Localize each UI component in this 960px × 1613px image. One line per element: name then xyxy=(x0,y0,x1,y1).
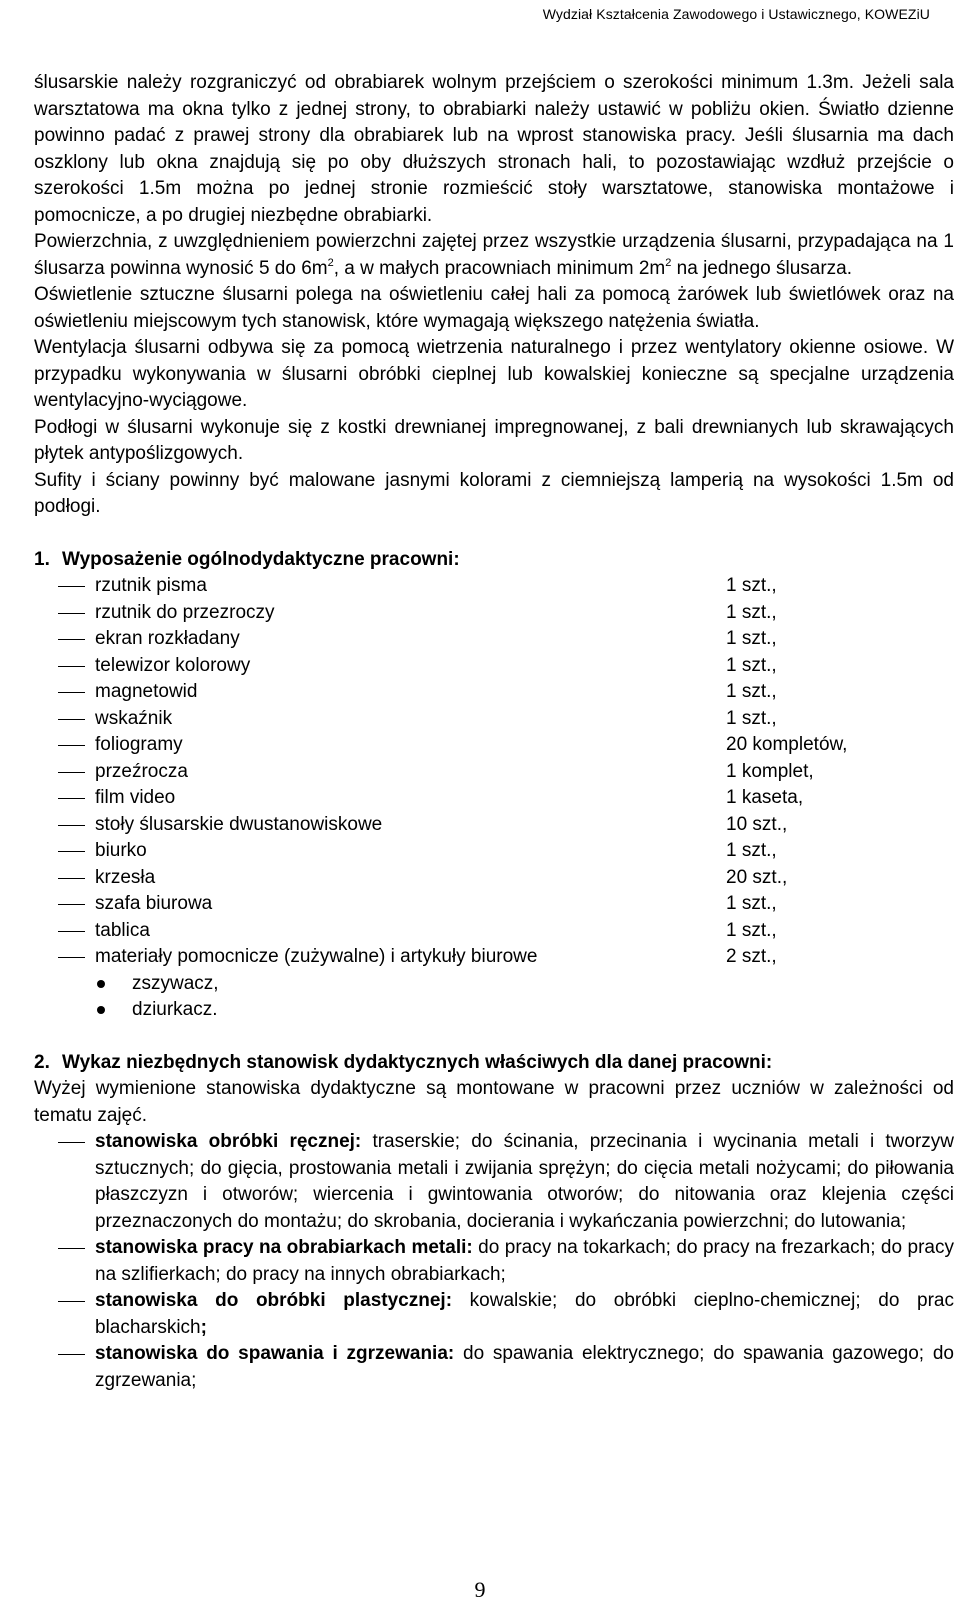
equipment-name: wskaźnik xyxy=(95,707,173,729)
page-header: Wydział Kształcenia Zawodowego i Ustawicznego, KOWEZiU xyxy=(542,6,930,22)
paragraph-ventilation: Wentylacja ślusarni odbywa się za pomocą wietrzenia naturalnego i przez wentylatory okienne osiowe. W przypadku wykonywania w ślusarni obróbki cieplnej lub kowalskiej konieczne są specjalne urządzenia wentylacyjno-wyciągowe. xyxy=(34,337,954,411)
sublist-item xyxy=(34,997,954,1024)
station-tail: ; xyxy=(200,1316,207,1338)
dash-bullet-icon xyxy=(58,639,85,640)
station-label: stanowiska do obróbki plastycznej: xyxy=(95,1290,453,1311)
station-item xyxy=(34,1129,954,1235)
equipment-item xyxy=(34,865,954,892)
dash-bullet-icon xyxy=(58,931,85,932)
dash-bullet-icon xyxy=(58,825,85,826)
equipment-name: rzutnik pisma xyxy=(95,575,207,596)
equipment-item xyxy=(34,600,954,627)
equipment-item xyxy=(34,944,954,971)
equipment-quantity: 20 szt., xyxy=(726,866,788,888)
station-item xyxy=(34,1288,954,1341)
office-supplies-sublist xyxy=(34,971,954,1024)
paragraph-machine-layout: ślusarskie należy rozgraniczyć od obrabiarek wolnym przejściem o szerokości minimum 1.3m. Jeżeli sala warsztatowa ma okna tylko z jednej strony, to obrabiarki należy ustawić w pobliżu okien. Światło dzienne powinno padać z prawej strony dla obrabiarek lub na wprost stanowiska pracy. Jeśli ślusarnia ma dach oszklony lub okna znajdują się po oby dłuższych stronach hali, to pozostawiając wzdłuż przejście o szerokości 1.5m można po jednej stronie rozmieścić stoły warsztatowe, stanowiska montażowe i pomocnicze, a po drugiej niezbędne obrabiarki. xyxy=(34,72,954,226)
dash-bullet-icon xyxy=(58,745,85,746)
floor-area-text-a: Powierzchnia, z uwzględnieniem powierzchni zajętej przez wszystkie urządzenia ślusarni, przypadająca na 1 ślusarza powinna wynosić 5 do 6m xyxy=(34,231,954,279)
station-description: do pracy na tokarkach; do pracy na frezarkach; do pracy na szlifierkach; do pracy na innych obrabiarkach; xyxy=(95,1237,954,1285)
section-2-heading xyxy=(34,1050,954,1077)
superscript-squared: 2 xyxy=(327,256,334,269)
equipment-name: przeźrocza xyxy=(95,760,188,782)
equipment-quantity: 1 komplet, xyxy=(726,760,814,782)
equipment-item xyxy=(34,732,954,759)
equipment-quantity: 1 szt., xyxy=(726,628,777,649)
paragraph-floors: Podłogi w ślusarni wykonuje się z kostki drewnianej impregnowanej, z bali drewnianych lub skrawających płytek antypoślizgowych. xyxy=(34,416,954,464)
equipment-quantity: 1 szt., xyxy=(726,840,777,861)
section-2-number: 2. xyxy=(34,1051,50,1073)
dash-bullet-icon xyxy=(58,772,85,773)
equipment-quantity: 2 szt., xyxy=(726,946,777,967)
equipment-item xyxy=(34,891,954,918)
equipment-quantity: 1 szt., xyxy=(726,681,777,702)
equipment-name: magnetowid xyxy=(95,681,198,702)
equipment-item xyxy=(34,838,954,865)
equipment-list xyxy=(34,573,954,971)
dash-bullet-icon xyxy=(58,1301,85,1302)
equipment-name: szafa biurowa xyxy=(95,893,213,914)
dash-bullet-icon xyxy=(58,904,85,905)
station-description: traserskie; do ścinania, przecinania i wycinania metali i tworzyw sztucznych; do gięcia, prostowania metali i zwijania sprężyn; do cięcia metali nożycami; do piłowania płaszczyzn i otworów; wiercenia i gwintowania otworów; do nitowania oraz klejenia części przeznaczonych do montażu; do skrobania, docierania i wykańczania powierzchni; do lutowania; xyxy=(95,1131,954,1232)
dash-bullet-icon xyxy=(58,719,85,720)
dash-bullet-icon xyxy=(58,878,85,879)
paragraph-lighting: Oświetlenie sztuczne ślusarni polega na oświetleniu całej hali za pomocą żarówek lub świetlówek oraz na oświetleniu miejscowym tych stanowisk, które wymagają większego natężenia światła. xyxy=(34,284,954,332)
dash-bullet-icon xyxy=(58,957,85,958)
dash-bullet-icon xyxy=(58,798,85,799)
equipment-quantity: 1 szt., xyxy=(726,893,777,914)
equipment-item xyxy=(34,626,954,653)
equipment-item xyxy=(34,679,954,706)
equipment-quantity: 1 szt., xyxy=(726,575,777,596)
equipment-item xyxy=(34,653,954,680)
section-1-heading xyxy=(34,547,954,574)
equipment-name: rzutnik do przezroczy xyxy=(95,601,275,623)
section-1-title: Wyposażenie ogólnodydaktyczne pracowni: xyxy=(62,548,460,570)
equipment-quantity: 1 szt., xyxy=(726,654,777,676)
dash-bullet-icon xyxy=(58,1248,85,1249)
equipment-quantity: 1 kaseta, xyxy=(726,787,804,808)
dash-bullet-icon xyxy=(58,851,85,852)
equipment-name: biurko xyxy=(95,840,147,861)
sublist-item-text: dziurkacz. xyxy=(132,999,218,1020)
equipment-quantity: 10 szt., xyxy=(726,813,788,835)
floor-area-text-c: na jednego ślusarza. xyxy=(671,257,853,279)
dash-bullet-icon xyxy=(58,1354,85,1355)
equipment-name: ekran rozkładany xyxy=(95,628,240,649)
dash-bullet-icon xyxy=(58,586,85,587)
paragraph-ceilings: Sufity i ściany powinny być malowane jasnymi kolorami z ciemniejszą lamperią na wysokości 1.5m od podłogi. xyxy=(34,469,954,517)
paragraph-floor-area xyxy=(34,229,954,282)
equipment-name: film video xyxy=(95,787,176,808)
equipment-item xyxy=(34,706,954,733)
dash-bullet-icon xyxy=(58,613,85,614)
equipment-quantity: 1 szt., xyxy=(726,707,777,729)
station-description: do spawania elektrycznego; do spawania gazowego; do zgrzewania; xyxy=(95,1343,954,1391)
section-2-title: Wykaz niezbędnych stanowisk dydaktycznych właściwych dla danej pracowni: xyxy=(62,1051,773,1073)
dash-bullet-icon xyxy=(58,666,85,667)
equipment-name: tablica xyxy=(95,919,150,941)
equipment-quantity: 1 szt., xyxy=(726,601,777,623)
section-1-number: 1. xyxy=(34,548,50,570)
equipment-item xyxy=(34,785,954,812)
equipment-item xyxy=(34,759,954,786)
section-2-intro: Wyżej wymienione stanowiska dydaktyczne są montowane w pracowni przez uczniów w zależności od tematu zajęć. xyxy=(34,1078,954,1126)
sublist-item-text: zszywacz, xyxy=(132,972,219,994)
superscript-squared: 2 xyxy=(665,256,672,269)
bullet-dot-icon xyxy=(97,980,105,988)
page-number: 9 xyxy=(474,1577,486,1602)
station-item xyxy=(34,1235,954,1288)
floor-area-text-b: , a w małych pracowniach minimum 2m xyxy=(333,257,666,279)
equipment-name: foliogramy xyxy=(95,734,183,755)
station-description: kowalskie; do obróbki cieplno-chemicznej; do prac blacharskich xyxy=(95,1290,954,1338)
equipment-item xyxy=(34,812,954,839)
sublist-item xyxy=(34,971,954,998)
equipment-item xyxy=(34,918,954,945)
equipment-item xyxy=(34,573,954,600)
bullet-dot-icon xyxy=(97,1006,105,1014)
station-label: stanowiska obróbki ręcznej: xyxy=(95,1131,362,1152)
equipment-name: stoły ślusarskie dwustanowiskowe xyxy=(95,813,383,835)
stations-list xyxy=(34,1129,954,1394)
station-label: stanowiska pracy na obrabiarkach metali: xyxy=(95,1237,473,1258)
document-body xyxy=(34,70,954,1394)
dash-bullet-icon xyxy=(58,692,85,693)
station-item xyxy=(34,1341,954,1394)
station-label: stanowiska do spawania i zgrzewania: xyxy=(95,1343,455,1364)
equipment-quantity: 1 szt., xyxy=(726,919,777,941)
equipment-name: materiały pomocnicze (zużywalne) i artykuły biurowe xyxy=(95,946,538,967)
equipment-name: krzesła xyxy=(95,866,156,888)
equipment-quantity: 20 kompletów, xyxy=(726,734,848,755)
equipment-name: telewizor kolorowy xyxy=(95,654,251,676)
dash-bullet-icon xyxy=(58,1142,85,1143)
